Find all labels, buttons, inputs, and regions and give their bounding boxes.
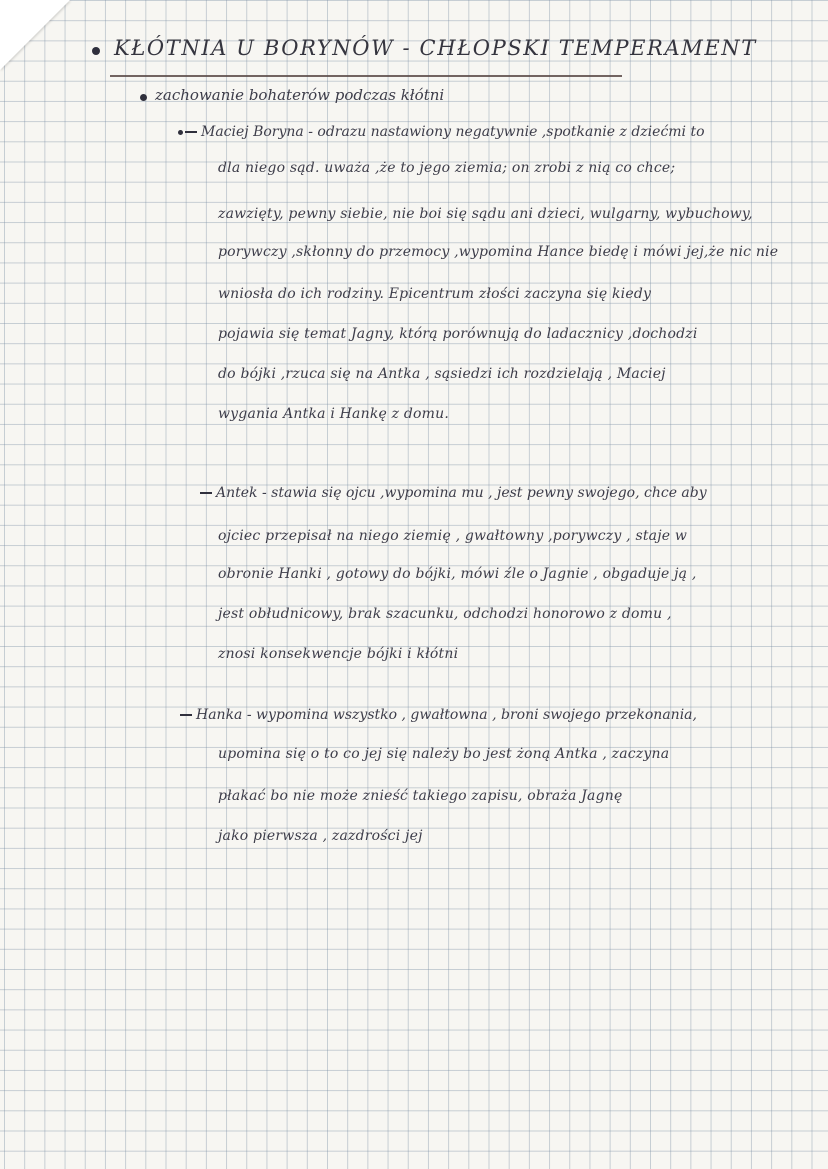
text-line: wniosła do ich rodziny. Epicentrum złości zaczyna się kiedy	[218, 286, 652, 302]
text-line: płakać bo nie może znieść takiego zapisu, obraża Jagnę	[218, 788, 623, 804]
page-title: KŁÓTNIA U BORYNÓW - CHŁOPSKI TEMPERAMENT	[114, 36, 757, 60]
text-line: dla niego sąd. uważa ,że to jego ziemia; on zrobi z nią co chce;	[218, 160, 676, 176]
text-line: porywczy ,skłonny do przemocy ,wypomina Hance biedę i mówi jej,że nic nie	[218, 244, 779, 260]
dash-icon	[200, 492, 212, 494]
subheading-row	[140, 86, 444, 104]
title-row	[92, 36, 757, 60]
dash-icon	[180, 714, 192, 716]
bullet-icon	[92, 47, 100, 55]
text-line: obronie Hanki , gotowy do bójki, mówi źle o Jagnie , obgaduje ją ,	[218, 566, 697, 582]
bullet-icon	[140, 94, 147, 101]
text-line: do bójki ,rzuca się na Antka , sąsiedzi ich rozdzielają , Maciej	[218, 366, 666, 382]
text-line: znosi konsekwencje bójki i kłótni	[218, 646, 459, 662]
text-line: wygania Antka i Hankę z domu.	[218, 406, 450, 422]
list-item	[200, 485, 707, 501]
subheading: zachowanie bohaterów podczas kłótni	[155, 86, 445, 104]
title-underline	[110, 75, 622, 77]
folded-corner	[0, 0, 70, 70]
text-line: pojawia się temat Jagny, którą porównują do ladacznicy ,dochodzi	[218, 326, 698, 342]
dash-icon	[185, 131, 197, 133]
text-line: Maciej Boryna - odrazu nastawiony negatywnie ,spotkanie z dziećmi to	[201, 124, 705, 140]
text-line: jest obłudnicowy, brak szacunku, odchodzi honorowo z domu ,	[218, 606, 672, 622]
text-line: zawzięty, pewny siebie, nie boi się sądu ani dzieci, wulgarny, wybuchowy,	[218, 206, 753, 222]
list-item	[180, 707, 697, 723]
list-item	[178, 124, 705, 140]
text-line: upomina się o to co jej się należy bo jest żoną Antka , zaczyna	[218, 746, 670, 762]
text-line: ojciec przepisał na niego ziemię , gwałtowny ,porywczy , staje w	[218, 528, 688, 544]
text-line: Antek - stawia się ojcu ,wypomina mu , jest pewny swojego, chce aby	[216, 485, 707, 501]
bullet-icon	[178, 130, 183, 135]
text-line: jako pierwsza , zazdrości jej	[218, 828, 423, 844]
text-line: Hanka - wypomina wszystko , gwałtowna , broni swojego przekonania,	[196, 707, 697, 723]
